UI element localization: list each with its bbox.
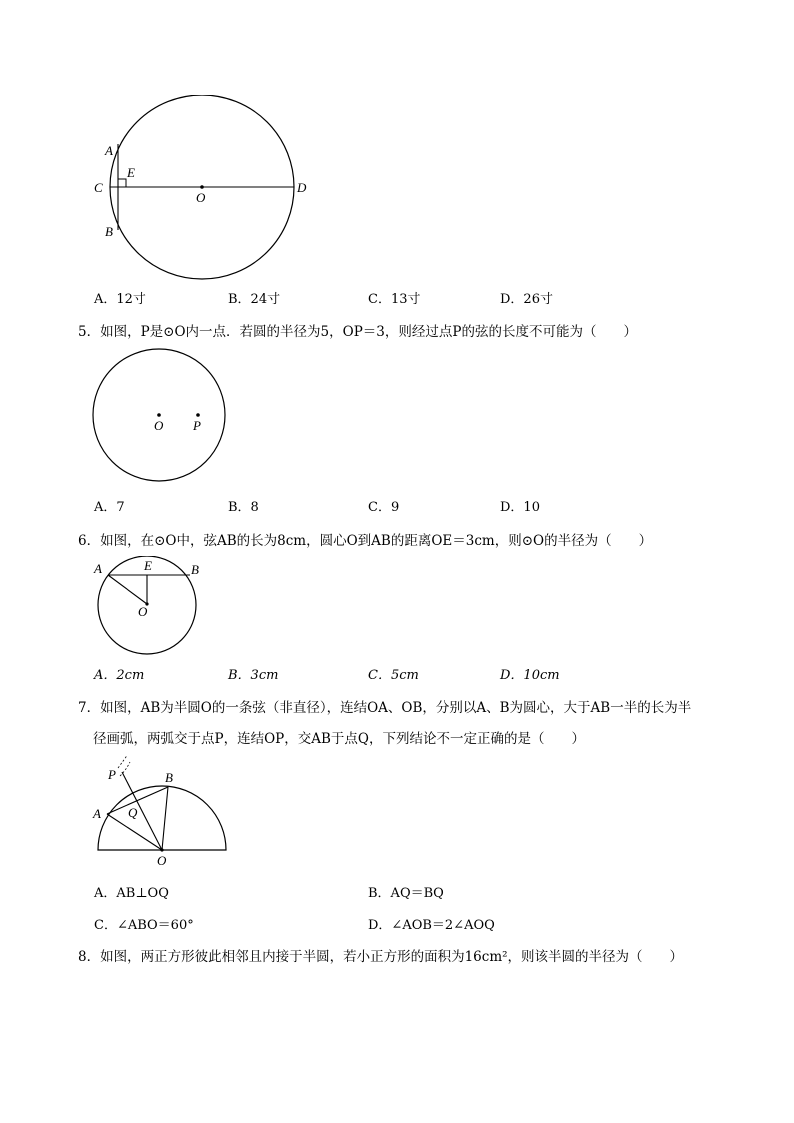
q4-label-d: D bbox=[297, 180, 307, 195]
q7-label-a: A bbox=[93, 806, 101, 821]
q6-label-a: A bbox=[94, 561, 102, 576]
q7-text-line-2: 径画弧，两弧交于点P，连结OP，交AB于点Q，下列结论不一定正确的是（ ） bbox=[93, 731, 585, 747]
q6-figure bbox=[92, 556, 212, 656]
q7-center-dot bbox=[160, 848, 163, 851]
q7-option-a: A．AB⊥OQ bbox=[94, 886, 169, 901]
q5-option-d: D．10 bbox=[500, 500, 540, 515]
q7-label-o: O bbox=[157, 853, 167, 868]
q5-figure bbox=[92, 348, 232, 488]
q5-option-c: C．9 bbox=[368, 500, 400, 515]
q7-label-b: B bbox=[165, 770, 173, 785]
q7-option-b: B．AQ＝BQ bbox=[368, 886, 444, 901]
q6-label-b: B bbox=[191, 562, 199, 577]
q6-option-b: B．3cm bbox=[228, 668, 279, 683]
q7-figure bbox=[90, 756, 235, 871]
q6-label-e: E bbox=[144, 558, 152, 573]
q5-label-o: O bbox=[154, 418, 164, 433]
q7-arc-marks bbox=[118, 756, 130, 776]
q7-option-d: D．∠AOB＝2∠AOQ bbox=[368, 918, 495, 933]
q7-option-c: C．∠ABO＝60° bbox=[94, 918, 194, 933]
q4-label-c: C bbox=[94, 180, 103, 195]
q5-dot-p bbox=[196, 413, 200, 417]
q4-right-angle-mark bbox=[118, 179, 126, 187]
q4-option-b: B．24寸 bbox=[228, 292, 281, 307]
q7-label-q: Q bbox=[128, 805, 138, 820]
q6-option-a: A．2cm bbox=[94, 668, 145, 683]
q4-option-d: D．26寸 bbox=[500, 292, 553, 307]
q4-option-a: A．12寸 bbox=[94, 292, 146, 307]
q6-segment-oa bbox=[108, 575, 147, 604]
q4-center-dot bbox=[200, 185, 204, 189]
q6-option-c: C．5cm bbox=[368, 668, 419, 683]
q6-text: 6．如图，在⊙O中，弦AB的长为8cm，圆心O到AB的距离OE＝3cm，则⊙O的半径为（ ） bbox=[78, 533, 653, 549]
q6-option-d: D．10cm bbox=[500, 668, 560, 683]
q5-label-p: P bbox=[193, 418, 201, 433]
q4-label-e: E bbox=[127, 165, 135, 180]
q5-option-a: A．7 bbox=[94, 500, 125, 515]
q7-label-p: P bbox=[108, 767, 116, 782]
q6-label-o: O bbox=[138, 604, 148, 619]
q5-option-b: B．8 bbox=[228, 500, 259, 515]
q4-label-b: B bbox=[105, 224, 113, 239]
q8-text: 8．如图，两正方形彼此相邻且内接于半圆，若小正方形的面积为16cm²，则该半圆的半径为（ ） bbox=[78, 949, 684, 965]
q5-dot-o bbox=[157, 413, 161, 417]
q4-option-c: C．13寸 bbox=[368, 292, 421, 307]
q7-semicircle bbox=[98, 786, 226, 850]
q4-label-o: O bbox=[196, 190, 206, 205]
q7-text-line-1: 7．如图，AB为半圆O的一条弦（非直径），连结OA、OB，分别以A、B为圆心，大于AB一半的长为半 bbox=[78, 700, 692, 716]
q4-label-a: A bbox=[105, 143, 113, 158]
q7-segment-ob bbox=[162, 787, 168, 850]
q5-text: 5．如图，P是⊙O内一点．若圆的半径为5，OP＝3，则经过点P的弦的长度不可能为（ ） bbox=[78, 324, 637, 340]
q4-figure bbox=[88, 95, 318, 285]
